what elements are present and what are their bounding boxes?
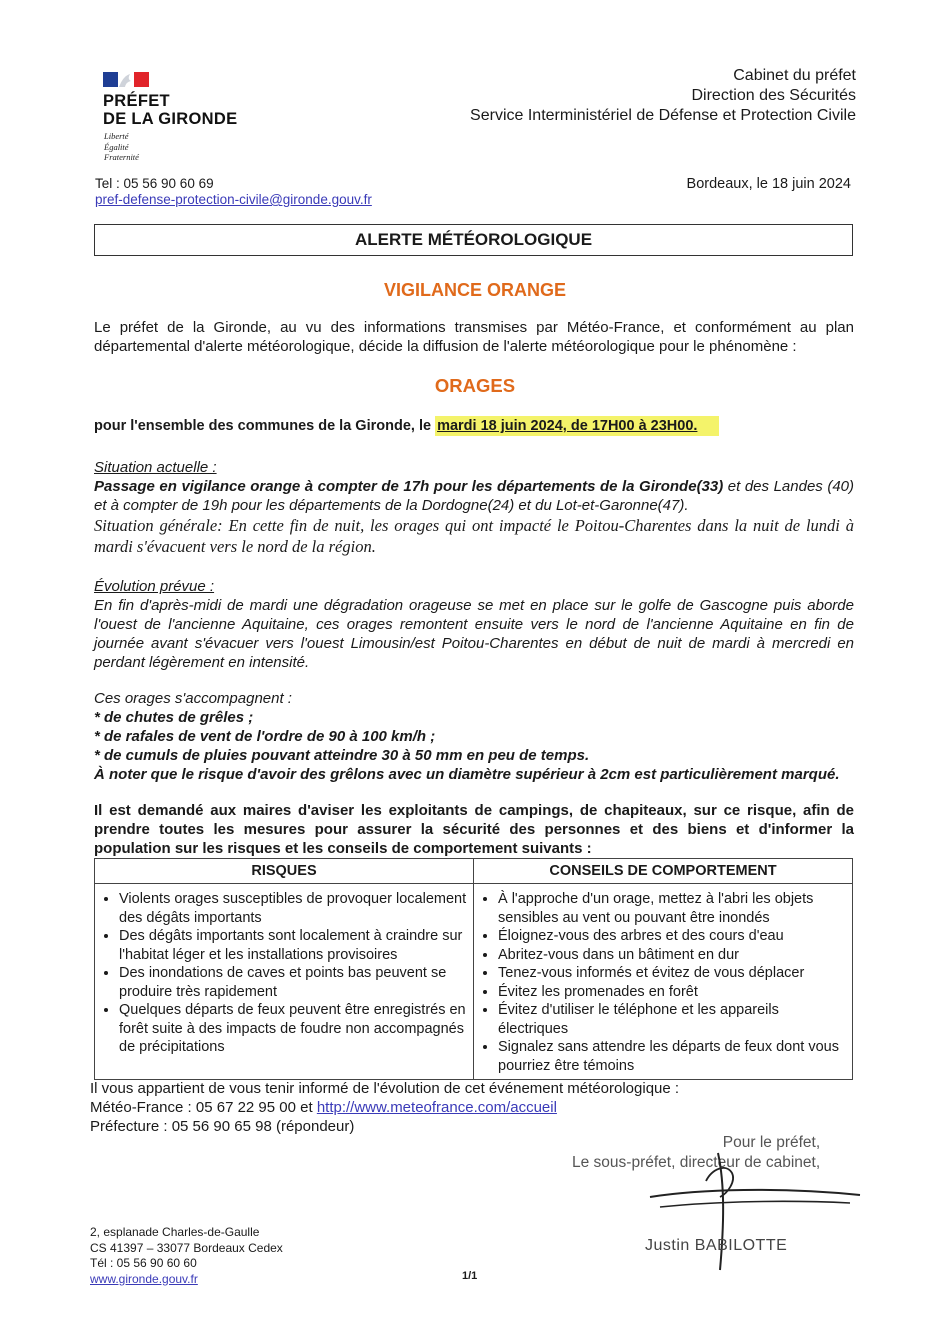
logo-title xyxy=(103,92,237,128)
situation-heading: Situation actuelle : xyxy=(94,459,217,476)
evolution-heading: Évolution prévue : xyxy=(94,578,215,595)
risks-header: RISQUES xyxy=(95,859,474,884)
accompany-item-rain: * de cumuls de pluies pouvant atteindre 30 à 50 mm en peu de temps. xyxy=(94,747,590,764)
phenomenon-title: ORAGES xyxy=(434,375,516,396)
cabinet-line: Cabinet du préfet xyxy=(733,67,856,84)
communes-line xyxy=(94,418,719,434)
motto-egalite: Égalité xyxy=(104,141,129,152)
further-info xyxy=(90,1079,679,1136)
situation-bold: Passage en vigilance orange à compter de 17h pour les départements de la Gironde(33) xyxy=(94,478,724,495)
address-line-1: 2, esplanade Charles-de-Gaulle xyxy=(90,1225,260,1239)
website-link[interactable]: www.gironde.gouv.fr xyxy=(90,1271,198,1286)
accompany-note: À noter que le risque d'avoir des grêlons avec un diamètre supérieur à 2cm est particulièrement marqué. xyxy=(94,766,840,783)
service-line: Service Interministériel de Défense et Protection Civile xyxy=(470,107,856,124)
advice-item: • Abritez-vous dans un bâtiment en dur xyxy=(498,946,846,965)
situation-general: Situation générale: En cette fin de nuit, les orages qui ont impacté le Poitou-Charentes dans la nuit de lundi à mardi s'évacuent vers le nord de la région. xyxy=(94,516,854,556)
document-date: Bordeaux, le 18 juin 2024 xyxy=(686,176,851,192)
advice-item: • À l'approche d'un orage, mettez à l'abri les objets sensibles au vent ou pouvant être inondés xyxy=(498,890,846,927)
marianne-logo-icon xyxy=(103,72,149,87)
risks-cell xyxy=(95,884,474,1080)
risks-advice-table xyxy=(94,858,853,1080)
vigilance-level: VIGILANCE ORANGE xyxy=(383,280,566,300)
meteofrance-link[interactable]: http://www.meteofrance.com/accueil xyxy=(316,1099,557,1116)
motto-liberte: Liberté xyxy=(104,131,129,141)
evolution-text: En fin d'après-midi de mardi une dégradation orageuse se met en place sur le golfe de Gascogne puis aborde l'ouest de l'ancienne Aquitaine, ces orages remontent ensuite vers le nord de l'ancienne Aquitaine en fin de journée avant s'évacuer vers l'ouest Limousin/est Poitou-Charentes en début de nuit de mardi à mercredi en perdant légèrement en intensité. xyxy=(94,597,854,671)
advice-header: CONSEILS DE COMPORTEMENT xyxy=(474,859,853,884)
risk-item: • Des inondations de caves et points bas peuvent se produire très rapidement xyxy=(119,964,467,1001)
intro-paragraph: Le préfet de la Gironde, au vu des informations transmises par Météo-France, et conformément au plan départemental d'alerte météorologique, décide la diffusion de l'alerte météorologique pour le phénomène : xyxy=(94,319,854,355)
address-block xyxy=(90,1225,283,1287)
prefecture-phone: Préfecture : 05 56 90 65 98 (répondeur) xyxy=(90,1118,355,1135)
risk-item: • Quelques départs de feux peuvent être enregistrés en forêt suite à des impacts de foudre non accompagnés de précipitations xyxy=(119,1001,467,1057)
contact-block xyxy=(95,176,372,208)
risk-item: • Des dégâts importants sont localement à craindre sur l'habitat léger et les installations provisoires xyxy=(119,927,467,964)
advice-item: • Signalez sans attendre les départs de feux dont vous pourriez être témoins xyxy=(498,1038,846,1075)
handwritten-signature-icon xyxy=(640,1145,880,1275)
accompany-item-wind: * de rafales de vent de l'ordre de 90 à 100 km/h ; xyxy=(94,728,436,745)
accompany-section xyxy=(94,689,854,784)
address-phone: Tél : 05 56 90 60 60 xyxy=(90,1256,197,1270)
situation-section xyxy=(94,458,854,557)
accompany-item-hail: * de chutes de grêles ; xyxy=(94,709,254,726)
mayors-paragraph: Il est demandé aux maires d'aviser les exploitants de campings, de chapiteaux, sur ce risque, afin de prendre toutes les mesures pour assurer la sécurité des personnes et des biens et d'informer la population sur les risques et les conseils de comportement suivants : xyxy=(94,802,854,857)
signature-line-2: Le sous-préfet, directeur de cabinet, xyxy=(572,1154,821,1171)
risk-item: • Violents orages susceptibles de provoquer localement des dégâts importants xyxy=(119,890,467,927)
signatory-name: Justin BABILOTTE xyxy=(645,1237,788,1254)
logo-line-2: DE LA GIRONDE xyxy=(103,110,238,128)
accompany-intro: Ces orages s'accompagnent : xyxy=(94,690,292,707)
direction-line: Direction des Sécurités xyxy=(691,87,856,104)
email-link[interactable]: pref-defense-protection-civile@gironde.gouv.fr xyxy=(95,192,372,207)
issuing-service xyxy=(470,66,856,126)
communes-prefix: pour l'ensemble des communes de la Gironde, le xyxy=(94,418,432,434)
page-number: 1/1 xyxy=(462,1270,478,1282)
logo-line-1: PRÉFET xyxy=(103,92,170,110)
advice-item: • Évitez les promenades en forêt xyxy=(498,983,846,1002)
alert-title: ALERTE MÉTÉOROLOGIQUE xyxy=(94,224,853,256)
phone-number: Tel : 05 56 90 60 69 xyxy=(95,176,214,191)
alert-period-highlight: mardi 18 juin 2024, de 17H00 à 23H00. xyxy=(435,416,719,436)
situation-rest: et des Landes (40) et à compter de 19h pour les départements de la Dordogne(24) et du Lot-et-Garonne(47). xyxy=(94,478,854,514)
meteo-phone: Météo-France : 05 67 22 95 00 et xyxy=(90,1099,313,1116)
info-line: Il vous appartient de vous tenir informé de l'évolution de cet événement météorologique : xyxy=(90,1080,680,1097)
motto-fraternite: Fraternité xyxy=(104,152,139,162)
advice-item: • Éloignez-vous des arbres et des cours d'eau xyxy=(498,927,846,946)
address-line-2: CS 41397 – 33077 Bordeaux Cedex xyxy=(90,1240,283,1255)
advice-item: • Évitez d'utiliser le téléphone et les appareils électriques xyxy=(498,1001,846,1038)
evolution-section xyxy=(94,577,854,672)
signature-line-1: Pour le préfet, xyxy=(722,1134,821,1151)
advice-item: • Tenez-vous informés et évitez de vous déplacer xyxy=(498,964,846,983)
logo-motto xyxy=(104,131,139,163)
advice-cell xyxy=(474,884,853,1080)
